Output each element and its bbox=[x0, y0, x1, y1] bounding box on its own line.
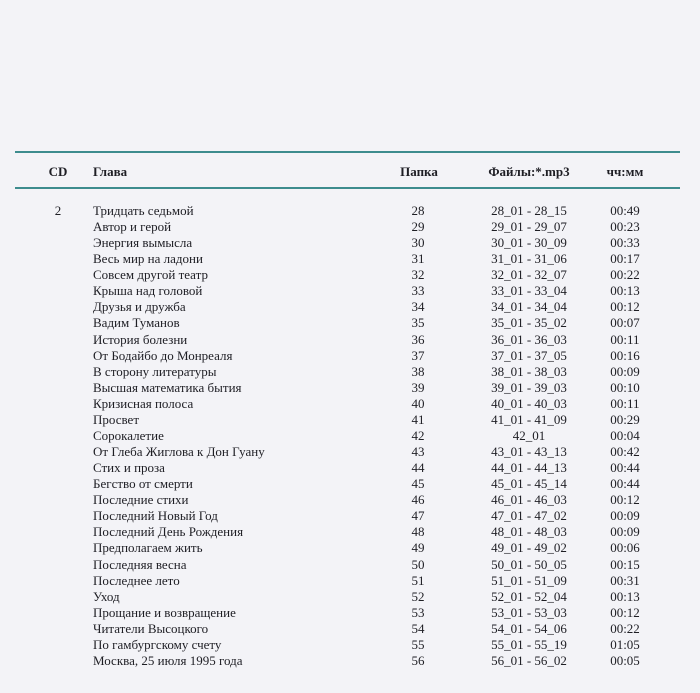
folder-number: 40 bbox=[411, 395, 425, 411]
table-row bbox=[0, 476, 700, 492]
duration: 00:05 bbox=[610, 652, 640, 668]
duration: 00:16 bbox=[610, 347, 640, 363]
duration: 00:07 bbox=[610, 315, 640, 331]
duration: 00:13 bbox=[610, 283, 640, 299]
folder-number: 53 bbox=[411, 604, 425, 620]
duration: 00:23 bbox=[610, 219, 640, 235]
chapter-title: Стих и проза bbox=[93, 460, 165, 476]
folder-number: 34 bbox=[411, 299, 425, 315]
duration: 00:09 bbox=[610, 508, 640, 524]
table-row bbox=[0, 557, 700, 573]
table-row bbox=[0, 348, 700, 364]
duration: 00:12 bbox=[610, 299, 640, 315]
chapter-title: Кризисная полоса bbox=[93, 395, 194, 411]
folder-number: 30 bbox=[411, 235, 425, 251]
header-cd: CD bbox=[48, 164, 68, 179]
chapter-title: Последний Новый Год bbox=[93, 508, 218, 524]
table-row bbox=[0, 283, 700, 299]
table-row bbox=[0, 524, 700, 540]
file-range: 30_01 - 30_09 bbox=[491, 235, 567, 251]
folder-number: 51 bbox=[411, 572, 425, 588]
table-row bbox=[0, 315, 700, 331]
file-range: 32_01 - 32_07 bbox=[491, 267, 567, 283]
folder-number: 47 bbox=[411, 508, 425, 524]
duration: 00:04 bbox=[610, 427, 640, 443]
file-range: 48_01 - 48_03 bbox=[491, 524, 567, 540]
file-range: 28_01 - 28_15 bbox=[491, 203, 567, 218]
duration: 00:09 bbox=[610, 524, 640, 540]
chapter-title: Читатели Высоцкого bbox=[93, 620, 209, 636]
duration: 00:09 bbox=[610, 363, 640, 379]
table-row bbox=[0, 428, 700, 444]
folder-number: 55 bbox=[411, 636, 425, 652]
chapter-title: Автор и герой bbox=[93, 219, 172, 235]
chapter-title: Последнее лето bbox=[93, 572, 180, 588]
folder-number: 29 bbox=[411, 219, 425, 235]
table-row bbox=[0, 508, 700, 524]
table-row bbox=[0, 540, 700, 556]
duration: 00:15 bbox=[610, 556, 640, 572]
folder-number: 42 bbox=[411, 427, 425, 443]
duration: 00:42 bbox=[610, 444, 640, 460]
table-row bbox=[0, 251, 700, 267]
file-range: 49_01 - 49_02 bbox=[491, 540, 567, 556]
folder-number: 49 bbox=[411, 540, 425, 556]
file-range: 39_01 - 39_03 bbox=[491, 379, 567, 395]
table-row bbox=[0, 203, 700, 219]
folder-number: 37 bbox=[411, 347, 425, 363]
table-row bbox=[0, 396, 700, 412]
file-range: 35_01 - 35_02 bbox=[491, 315, 567, 331]
header-files: Файлы:*.mp3 bbox=[488, 164, 570, 179]
cd-cell: 2 bbox=[54, 203, 62, 218]
chapter-title: Последний День Рождения bbox=[93, 524, 244, 540]
chapter-title: От Бодайбо до Монреаля bbox=[93, 347, 233, 363]
table-row bbox=[0, 380, 700, 396]
folder-number: 50 bbox=[411, 556, 425, 572]
header-time: чч:мм bbox=[606, 164, 644, 179]
table-row bbox=[0, 412, 700, 428]
chapter-title: История болезни bbox=[93, 331, 188, 347]
table-row bbox=[0, 637, 700, 653]
table-row bbox=[0, 492, 700, 508]
file-range: 50_01 - 50_05 bbox=[491, 556, 567, 572]
duration: 00:44 bbox=[610, 476, 640, 492]
table-row bbox=[0, 219, 700, 235]
header-bottom-rule bbox=[15, 187, 680, 189]
duration: 00:11 bbox=[610, 331, 640, 347]
chapter-title: Бегство от смерти bbox=[93, 476, 193, 492]
duration: 00:10 bbox=[610, 379, 640, 395]
chapter-title: По гамбургскому счету bbox=[93, 636, 222, 652]
duration: 00:13 bbox=[610, 588, 640, 604]
file-range: 41_01 - 41_09 bbox=[491, 411, 567, 427]
folder-number: 35 bbox=[411, 315, 425, 331]
chapter-title: Предполагаем жить bbox=[93, 540, 203, 556]
file-range: 56_01 - 56_02 bbox=[491, 652, 567, 668]
duration: 00:22 bbox=[610, 267, 640, 283]
table-row bbox=[0, 235, 700, 251]
folder-number: 54 bbox=[411, 620, 425, 636]
file-range: 38_01 - 38_03 bbox=[491, 363, 567, 379]
chapter-title: Вадим Туманов bbox=[93, 315, 180, 331]
duration: 00:12 bbox=[610, 492, 640, 508]
folder-number: 31 bbox=[411, 251, 425, 267]
file-range: 29_01 - 29_07 bbox=[491, 219, 567, 235]
folder-number: 44 bbox=[411, 460, 425, 476]
file-range: 54_01 - 54_06 bbox=[491, 620, 567, 636]
file-range: 55_01 - 55_19 bbox=[491, 636, 567, 652]
table-row bbox=[0, 621, 700, 637]
chapter-title: Весь мир на ладони bbox=[93, 251, 203, 267]
folder-number: 43 bbox=[411, 444, 425, 460]
chapter-title: Тридцать седьмой bbox=[93, 203, 194, 218]
table-row bbox=[0, 299, 700, 315]
chapter-title: Совсем другой театр bbox=[93, 267, 208, 283]
folder-number: 36 bbox=[411, 331, 425, 347]
file-range: 53_01 - 53_03 bbox=[491, 604, 567, 620]
file-range: 36_01 - 36_03 bbox=[491, 331, 567, 347]
chapter-title: Москва, 25 июля 1995 года bbox=[93, 652, 243, 668]
folder-number: 48 bbox=[411, 524, 425, 540]
table-row bbox=[0, 573, 700, 589]
folder-number: 39 bbox=[411, 379, 425, 395]
table-row bbox=[0, 267, 700, 283]
chapter-title: Последняя весна bbox=[93, 556, 187, 572]
folder-number: 32 bbox=[411, 267, 425, 283]
file-range: 34_01 - 34_04 bbox=[491, 299, 567, 315]
duration: 00:49 bbox=[610, 203, 640, 218]
file-range: 31_01 - 31_06 bbox=[491, 251, 567, 267]
file-range: 51_01 - 51_09 bbox=[491, 572, 567, 588]
chapter-title: Крыша над головой bbox=[93, 283, 203, 299]
duration: 00:06 bbox=[610, 540, 640, 556]
table-row bbox=[0, 605, 700, 621]
duration: 00:44 bbox=[610, 460, 640, 476]
file-range: 37_01 - 37_05 bbox=[491, 347, 567, 363]
header-folder: Папка bbox=[400, 164, 438, 179]
chapter-title: Последние стихи bbox=[93, 492, 189, 508]
chapter-title: Уход bbox=[93, 588, 120, 604]
table-row bbox=[0, 460, 700, 476]
file-range: 43_01 - 43_13 bbox=[491, 444, 567, 460]
chapter-title: В сторону литературы bbox=[93, 363, 217, 379]
file-range: 45_01 - 45_14 bbox=[491, 476, 567, 492]
folder-number: 56 bbox=[411, 652, 425, 668]
table-row bbox=[0, 653, 700, 669]
chapter-title: Друзья и дружба bbox=[93, 299, 186, 315]
duration: 00:33 bbox=[610, 235, 640, 251]
folder-number: 41 bbox=[411, 411, 425, 427]
file-range: 47_01 - 47_02 bbox=[491, 508, 567, 524]
chapter-title: Энергия вымысла bbox=[93, 235, 193, 251]
chapter-title: Высшая математика бытия bbox=[93, 379, 242, 395]
duration: 00:22 bbox=[610, 620, 640, 636]
chapter-title: Сорокалетие bbox=[93, 427, 164, 443]
file-range: 40_01 - 40_03 bbox=[491, 395, 567, 411]
file-range: 33_01 - 33_04 bbox=[491, 283, 567, 299]
table-row bbox=[0, 589, 700, 605]
folder-number: 45 bbox=[411, 476, 425, 492]
table-row bbox=[0, 444, 700, 460]
chapter-title: Прощание и возвращение bbox=[93, 604, 236, 620]
chapter-title: От Глеба Жиглова к Дон Гуану bbox=[93, 444, 265, 460]
duration: 00:11 bbox=[610, 395, 640, 411]
file-range: 42_01 bbox=[512, 427, 546, 443]
folder-number: 33 bbox=[411, 283, 425, 299]
duration: 00:17 bbox=[610, 251, 640, 267]
duration: 00:12 bbox=[610, 604, 640, 620]
folder-number: 46 bbox=[411, 492, 425, 508]
folder-number: 52 bbox=[411, 588, 425, 604]
table-row bbox=[0, 364, 700, 380]
folder-number: 38 bbox=[411, 363, 425, 379]
header-title: Глава bbox=[93, 164, 128, 179]
chapter-title: Просвет bbox=[93, 411, 139, 427]
duration: 01:05 bbox=[610, 636, 640, 652]
file-range: 52_01 - 52_04 bbox=[491, 588, 567, 604]
file-range: 46_01 - 46_03 bbox=[491, 492, 567, 508]
folder-number: 28 bbox=[411, 203, 425, 218]
table-row bbox=[0, 332, 700, 348]
duration: 00:31 bbox=[610, 572, 640, 588]
duration: 00:29 bbox=[610, 411, 640, 427]
file-range: 44_01 - 44_13 bbox=[491, 460, 567, 476]
top-rule bbox=[15, 151, 680, 153]
